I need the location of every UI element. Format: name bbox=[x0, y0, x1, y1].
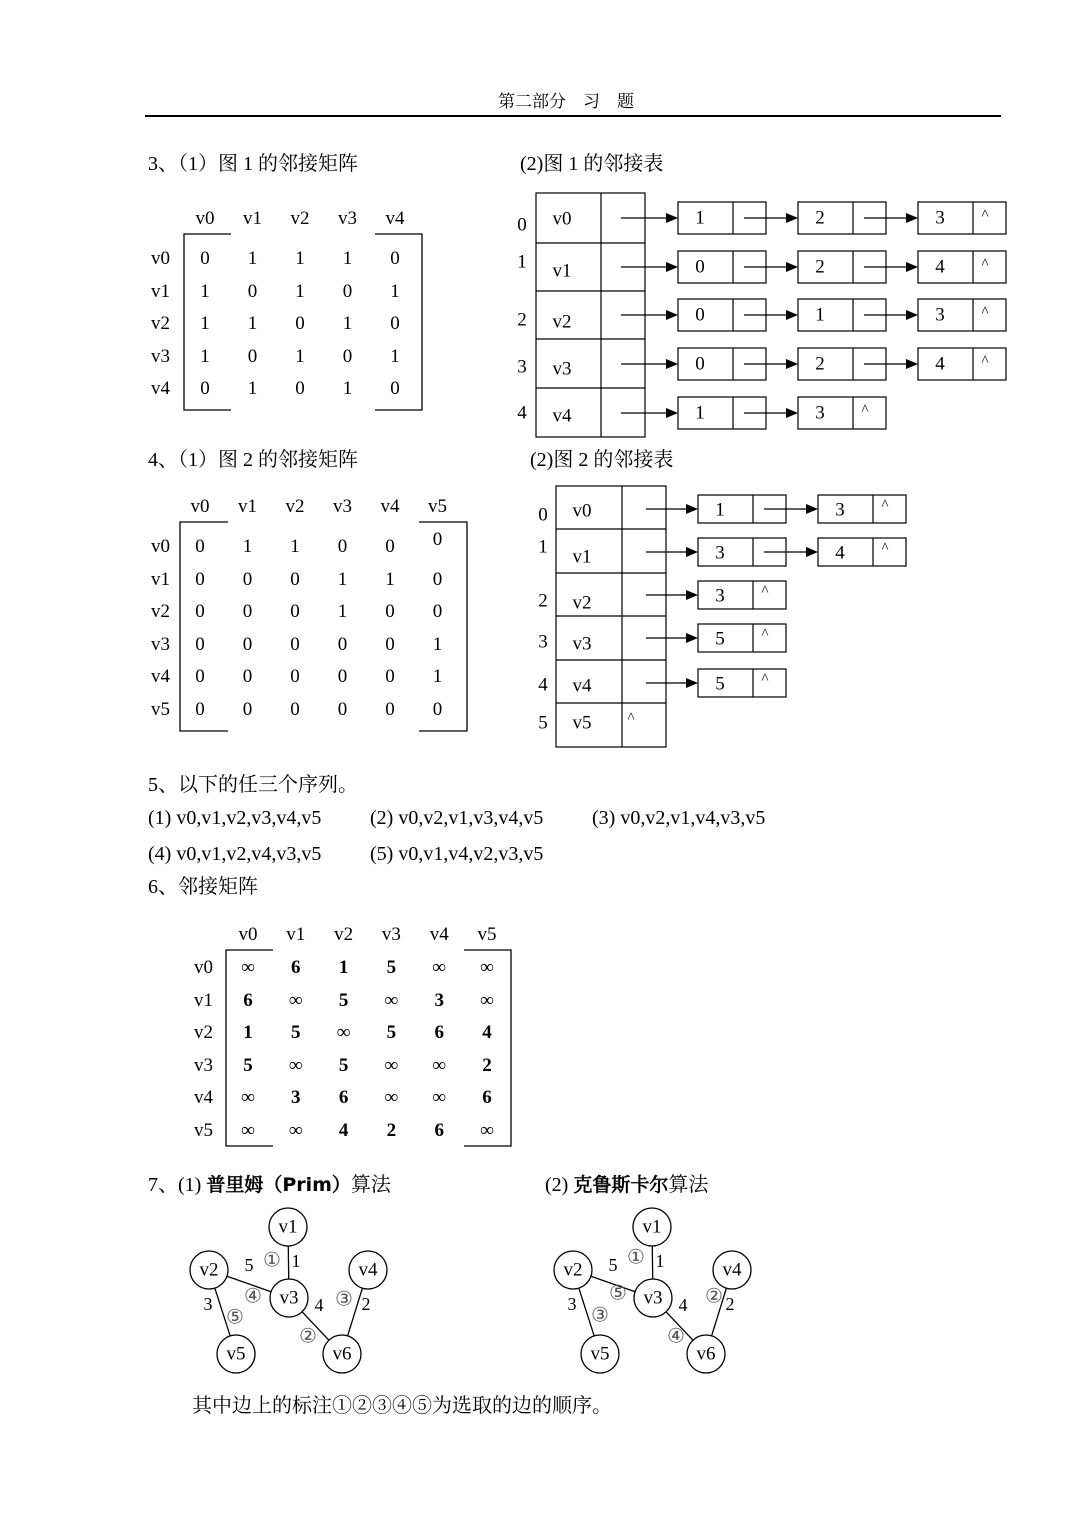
matrix-cell: ∞ bbox=[480, 1119, 494, 1141]
tree-order-mark: ④ bbox=[244, 1283, 262, 1308]
matrix-cell: 1 bbox=[295, 280, 305, 302]
matrix-cell: 1 bbox=[290, 536, 300, 557]
q3-list-node bbox=[918, 202, 1006, 234]
matrix-cell: 0 bbox=[295, 313, 305, 334]
arrowhead-icon bbox=[666, 408, 678, 418]
tree-edge-weight: 1 bbox=[655, 1251, 665, 1272]
arrowhead-icon bbox=[786, 359, 798, 369]
arrowhead-icon bbox=[906, 213, 918, 223]
tree-edge-weight: 2 bbox=[361, 1294, 371, 1315]
q3-list-nil: ^ bbox=[981, 256, 989, 273]
q5-seq-2: (2) v0,v2,v1,v3,v4,v5 bbox=[370, 807, 544, 829]
matrix-row-header: v4 bbox=[151, 378, 170, 399]
q4-list-index: 4 bbox=[538, 674, 548, 696]
matrix-cell: ∞ bbox=[384, 1087, 399, 1108]
matrix-cell: 3 bbox=[434, 989, 444, 1011]
matrix-row-header: v5 bbox=[194, 1119, 213, 1141]
q3-title-matrix: 3、（1）图 1 的邻接矩阵 bbox=[148, 153, 358, 175]
matrix-cell: 5 bbox=[338, 989, 349, 1011]
arrowhead-icon bbox=[786, 408, 798, 418]
q7-prefix: 7、(1) bbox=[148, 1174, 202, 1196]
matrix-cell: 1 bbox=[432, 633, 443, 655]
tree-node-label: v6 bbox=[332, 1343, 352, 1365]
matrix-col-header: v3 bbox=[333, 496, 352, 517]
q3-list-vertex: v4 bbox=[552, 405, 572, 427]
q3-list-node-value: 3 bbox=[815, 402, 825, 424]
matrix-col-header: v4 bbox=[385, 208, 405, 229]
tree-node-label: v3 bbox=[279, 1287, 299, 1309]
arrowhead-icon bbox=[906, 310, 918, 320]
q3-list-nil: ^ bbox=[981, 304, 989, 321]
tree-node-label: v3 bbox=[643, 1287, 663, 1309]
q4-list-index: 0 bbox=[538, 504, 548, 526]
q3-list-index: 3 bbox=[517, 356, 527, 378]
matrix-cell: 1 bbox=[337, 601, 348, 622]
q4-list-node bbox=[818, 538, 906, 566]
matrix-cell: 1 bbox=[342, 313, 353, 334]
arrowhead-icon bbox=[686, 547, 698, 557]
q3-list-node-value: 2 bbox=[815, 207, 825, 229]
tree-edge-weight: 2 bbox=[725, 1294, 735, 1315]
matrix-cell: 4 bbox=[482, 1022, 492, 1043]
matrix-cell: ∞ bbox=[289, 1119, 303, 1141]
matrix-cell: ∞ bbox=[384, 1054, 399, 1076]
matrix-cell: 0 bbox=[385, 698, 395, 720]
matrix-cell: ∞ bbox=[336, 1022, 351, 1043]
matrix-cell: 1 bbox=[390, 345, 400, 367]
q5-seq-1: (1) v0,v1,v2,v3,v4,v5 bbox=[148, 807, 322, 829]
arrowhead-icon bbox=[786, 213, 798, 223]
matrix-cell: 0 bbox=[390, 248, 400, 269]
matrix-cell: ∞ bbox=[432, 1054, 446, 1076]
arrowhead-icon bbox=[806, 504, 818, 514]
matrix-row-header: v2 bbox=[194, 1022, 213, 1043]
arrowhead-icon bbox=[686, 633, 698, 643]
q4-list-vertex: v0 bbox=[572, 500, 592, 522]
matrix-cell: ∞ bbox=[241, 1087, 255, 1108]
matrix-cell: 0 bbox=[337, 666, 348, 687]
q4-title-list: (2)图 2 的邻接表 bbox=[530, 449, 674, 471]
matrix-cell: 6 bbox=[291, 957, 301, 978]
matrix-left-bracket bbox=[180, 522, 228, 731]
matrix-left-bracket bbox=[184, 234, 231, 410]
matrix-col-header: v0 bbox=[238, 924, 258, 945]
matrix-right-bracket bbox=[419, 522, 467, 731]
arrowhead-icon bbox=[906, 359, 918, 369]
matrix-row-header: v5 bbox=[151, 698, 170, 720]
matrix-cell: 0 bbox=[195, 698, 205, 720]
q3-list-node-value: 2 bbox=[815, 256, 825, 278]
matrix-row-header: v4 bbox=[151, 666, 170, 687]
q3-list-node-value: 1 bbox=[695, 402, 705, 424]
prim-label: 普里姆（Prim） bbox=[206, 1174, 351, 1196]
matrix-col-header: v1 bbox=[286, 924, 306, 945]
matrix-row-header: v3 bbox=[151, 633, 170, 655]
matrix-cell: 0 bbox=[337, 633, 348, 655]
matrix-row-header: v1 bbox=[151, 568, 170, 590]
matrix-cell: 0 bbox=[200, 378, 210, 399]
matrix-cell: 0 bbox=[195, 601, 205, 622]
tree-order-mark: ② bbox=[705, 1283, 723, 1308]
matrix-col-header: v2 bbox=[285, 496, 305, 517]
q4-list-index: 2 bbox=[538, 590, 548, 612]
tree-edge-weight: 3 bbox=[567, 1294, 577, 1315]
matrix-right-bracket bbox=[375, 234, 422, 410]
tree-order-mark: ⑤ bbox=[609, 1280, 627, 1305]
matrix-cell: 6 bbox=[482, 1087, 492, 1108]
matrix-cell: 0 bbox=[242, 633, 253, 655]
q4-list-vertex: v1 bbox=[572, 546, 592, 568]
q4-list-node-value: 3 bbox=[715, 585, 725, 607]
matrix-cell: 6 bbox=[338, 1087, 349, 1108]
matrix-cell: 1 bbox=[342, 378, 353, 399]
tree-node-label: v6 bbox=[696, 1343, 716, 1365]
matrix-cell: 6 bbox=[434, 1119, 444, 1141]
q4-list-node-value: 3 bbox=[715, 542, 725, 564]
arrowhead-icon bbox=[806, 547, 818, 557]
matrix-cell: 3 bbox=[291, 1087, 301, 1108]
q4-list-vertex: v4 bbox=[572, 675, 592, 697]
matrix-col-header: v1 bbox=[243, 208, 262, 229]
q3-list-nil: ^ bbox=[981, 207, 989, 224]
matrix-row-header: v3 bbox=[151, 345, 170, 367]
matrix-cell: 0 bbox=[432, 601, 443, 622]
q4-list-vertex: v3 bbox=[572, 633, 592, 655]
q4-list-nil: ^ bbox=[761, 583, 769, 600]
arrowhead-icon bbox=[906, 262, 918, 272]
tree-order-mark: ⑤ bbox=[226, 1304, 244, 1329]
tree-node-label: v1 bbox=[278, 1216, 298, 1238]
matrix-cell: 1 bbox=[390, 280, 400, 302]
tree-order-mark: ② bbox=[299, 1323, 317, 1348]
matrix-cell: 0 bbox=[290, 698, 300, 720]
q5-seq-4: (4) v0,v1,v2,v4,v3,v5 bbox=[148, 843, 322, 865]
matrix-cell: 0 bbox=[295, 378, 305, 399]
matrix-cell: 0 bbox=[247, 280, 258, 302]
tree-edge-weight: 3 bbox=[203, 1294, 213, 1315]
matrix-col-header: v4 bbox=[429, 924, 449, 945]
q4-list-index: 5 bbox=[538, 712, 548, 734]
matrix-cell: 0 bbox=[342, 345, 353, 367]
matrix-cell: 4 bbox=[338, 1119, 349, 1141]
q4-list-node-value: 5 bbox=[715, 673, 725, 695]
q4-list-node bbox=[698, 624, 786, 652]
q3-list-node-value: 3 bbox=[935, 207, 945, 229]
q4-list-index: 3 bbox=[538, 631, 548, 653]
q3-list-node bbox=[918, 251, 1006, 283]
matrix-cell: 0 bbox=[432, 529, 443, 550]
matrix-cell: 1 bbox=[247, 313, 258, 334]
tree-edge-weight: 4 bbox=[678, 1295, 688, 1316]
matrix-cell: ∞ bbox=[480, 989, 494, 1011]
arrowhead-icon bbox=[666, 213, 678, 223]
matrix-cell: 5 bbox=[243, 1054, 253, 1076]
matrix-cell: ∞ bbox=[384, 989, 399, 1011]
tree-order-mark: ① bbox=[263, 1247, 281, 1272]
q3-list-index: 2 bbox=[517, 309, 527, 331]
q5-title: 5、以下的任三个序列。 bbox=[148, 774, 358, 796]
q4-list-node bbox=[698, 581, 786, 609]
matrix-cell: 0 bbox=[390, 313, 400, 334]
q4-list-nil: ^ bbox=[881, 540, 889, 557]
q3-list-node-value: 4 bbox=[935, 353, 945, 375]
matrix-cell: 0 bbox=[242, 698, 253, 720]
q3-list-node-value: 0 bbox=[695, 304, 705, 326]
q3-list-node bbox=[918, 348, 1006, 380]
tree-edge-weight: 5 bbox=[608, 1255, 618, 1276]
q3-list-nil: ^ bbox=[981, 353, 989, 370]
q3-list-nil: ^ bbox=[861, 402, 869, 419]
kruskal-suffix: 算法 bbox=[668, 1174, 709, 1196]
q3-list-node-value: 1 bbox=[815, 304, 825, 326]
tree-node-label: v5 bbox=[590, 1343, 610, 1365]
matrix-row-header: v2 bbox=[151, 601, 170, 622]
matrix-cell: ∞ bbox=[289, 1054, 303, 1076]
q3-list-vertex: v1 bbox=[552, 260, 572, 282]
matrix-cell: 0 bbox=[385, 633, 395, 655]
q4-list-nil: ^ bbox=[627, 710, 635, 727]
tree-order-mark: ③ bbox=[591, 1302, 609, 1327]
matrix-cell: 0 bbox=[390, 378, 400, 399]
matrix-row-header: v0 bbox=[194, 957, 213, 978]
q3-list-node bbox=[798, 397, 886, 429]
matrix-cell: ∞ bbox=[432, 1087, 446, 1108]
page-header-title: 第二部分 习 题 bbox=[498, 92, 634, 112]
q3-list-index: 1 bbox=[517, 251, 527, 273]
tree-edge-weight: 4 bbox=[314, 1295, 324, 1316]
q3-title-list: (2)图 1 的邻接表 bbox=[520, 153, 664, 175]
q3-list-vertex: v3 bbox=[552, 358, 572, 380]
matrix-col-header: v5 bbox=[477, 924, 497, 945]
matrix-left-bracket bbox=[226, 950, 273, 1146]
matrix-cell: 0 bbox=[195, 568, 205, 590]
matrix-cell: ∞ bbox=[289, 989, 303, 1011]
arrowhead-icon bbox=[686, 504, 698, 514]
q4-list-node bbox=[818, 495, 906, 523]
tree-edge-weight: 5 bbox=[244, 1255, 254, 1276]
tree-order-mark: ③ bbox=[335, 1286, 353, 1311]
tree-node-label: v2 bbox=[199, 1259, 219, 1281]
q3-list-node-value: 4 bbox=[935, 256, 945, 278]
q3-list-node-value: 0 bbox=[695, 353, 705, 375]
matrix-cell: 1 bbox=[247, 378, 258, 399]
matrix-cell: 0 bbox=[290, 633, 300, 655]
matrix-col-header: v4 bbox=[380, 496, 400, 517]
matrix-cell: 0 bbox=[247, 345, 258, 367]
matrix-cell: ∞ bbox=[241, 1119, 255, 1141]
arrowhead-icon bbox=[666, 310, 678, 320]
matrix-cell: 0 bbox=[242, 601, 253, 622]
tree-edge-weight: 1 bbox=[291, 1251, 301, 1272]
matrix-col-header: v0 bbox=[190, 496, 210, 517]
matrix-cell: 1 bbox=[200, 280, 210, 302]
matrix-row-header: v4 bbox=[194, 1087, 213, 1108]
matrix-cell: 0 bbox=[432, 698, 443, 720]
q3-list-index: 0 bbox=[517, 214, 527, 236]
matrix-col-header: v1 bbox=[238, 496, 257, 517]
arrowhead-icon bbox=[666, 262, 678, 272]
arrowhead-icon bbox=[786, 262, 798, 272]
tree-node-label: v1 bbox=[642, 1216, 662, 1238]
matrix-cell: 0 bbox=[195, 666, 205, 687]
matrix-cell: 2 bbox=[386, 1119, 397, 1141]
matrix-cell: 1 bbox=[200, 345, 210, 367]
tree-node-label: v2 bbox=[563, 1259, 583, 1281]
matrix-cell: 1 bbox=[295, 248, 305, 269]
matrix-cell: 0 bbox=[342, 280, 353, 302]
tree-order-mark: ④ bbox=[667, 1323, 685, 1348]
matrix-cell: 0 bbox=[290, 666, 300, 687]
matrix-cell: 0 bbox=[385, 601, 395, 622]
tree-node-label: v4 bbox=[358, 1259, 378, 1281]
q4-list-nil: ^ bbox=[761, 626, 769, 643]
matrix-cell: 5 bbox=[386, 1022, 397, 1043]
matrix-cell: 1 bbox=[337, 568, 348, 590]
q4-list-node-value: 3 bbox=[835, 499, 845, 521]
matrix-row-header: v0 bbox=[151, 248, 170, 269]
tree-order-mark: ① bbox=[627, 1244, 645, 1269]
matrix-row-header: v2 bbox=[151, 313, 170, 334]
q4-list-vertex: v5 bbox=[572, 712, 592, 734]
matrix-col-header: v3 bbox=[381, 924, 401, 945]
matrix-cell: 0 bbox=[200, 248, 210, 269]
q3-list-node-value: 3 bbox=[935, 304, 945, 326]
q3-list-index: 4 bbox=[517, 402, 527, 424]
matrix-cell: 1 bbox=[338, 957, 349, 978]
matrix-cell: 5 bbox=[291, 1022, 301, 1043]
q3-list-node-value: 0 bbox=[695, 256, 705, 278]
q4-title-matrix: 4、（1）图 2 的邻接矩阵 bbox=[148, 449, 358, 471]
q4-list-node-value: 4 bbox=[835, 542, 845, 564]
matrix-cell: 6 bbox=[243, 989, 253, 1011]
q4-list-node-value: 5 bbox=[715, 628, 725, 650]
matrix-cell: 0 bbox=[385, 536, 395, 557]
arrowhead-icon bbox=[686, 678, 698, 688]
matrix-row-header: v0 bbox=[151, 536, 170, 557]
matrix-row-header: v1 bbox=[194, 989, 213, 1011]
arrowhead-icon bbox=[786, 310, 798, 320]
q3-list-vertex: v0 bbox=[552, 208, 572, 230]
matrix-col-header: v3 bbox=[338, 208, 357, 229]
q5-seq-3: (3) v0,v2,v1,v4,v3,v5 bbox=[592, 807, 766, 829]
matrix-cell: 0 bbox=[337, 536, 348, 557]
matrix-cell: 0 bbox=[385, 666, 395, 687]
q4-list-vertex: v2 bbox=[572, 592, 592, 614]
matrix-cell: 1 bbox=[432, 666, 443, 687]
arrowhead-icon bbox=[666, 359, 678, 369]
q3-list-vertex: v2 bbox=[552, 311, 572, 333]
matrix-cell: 0 bbox=[290, 601, 300, 622]
matrix-cell: 5 bbox=[338, 1054, 349, 1076]
arrowhead-icon bbox=[686, 590, 698, 600]
matrix-cell: ∞ bbox=[241, 957, 255, 978]
matrix-cell: 2 bbox=[482, 1054, 492, 1076]
q4-list-nil: ^ bbox=[881, 497, 889, 514]
matrix-cell: 0 bbox=[290, 568, 300, 590]
q6-title: 6、邻接矩阵 bbox=[148, 876, 258, 898]
matrix-right-bracket bbox=[464, 950, 511, 1146]
q4-list-nil: ^ bbox=[761, 671, 769, 688]
q4-list-node bbox=[698, 669, 786, 697]
matrix-cell: 6 bbox=[434, 1022, 444, 1043]
matrix-row-header: v1 bbox=[151, 280, 170, 302]
q4-list-node-value: 1 bbox=[715, 499, 725, 521]
q7-note: 其中边上的标注①②③④⑤为选取的边的顺序。 bbox=[192, 1395, 612, 1417]
matrix-cell: 0 bbox=[432, 568, 443, 590]
matrix-cell: ∞ bbox=[432, 957, 446, 978]
q5-seq-5: (5) v0,v1,v4,v2,v3,v5 bbox=[370, 843, 544, 865]
matrix-cell: 1 bbox=[242, 536, 253, 557]
matrix-col-header: v2 bbox=[334, 924, 354, 945]
q3-list-node bbox=[918, 299, 1006, 331]
matrix-cell: ∞ bbox=[480, 957, 494, 978]
matrix-cell: 5 bbox=[386, 957, 397, 978]
tree-node-label: v5 bbox=[226, 1343, 246, 1365]
matrix-cell: 0 bbox=[195, 536, 205, 557]
q3-list-node-value: 2 bbox=[815, 353, 825, 375]
matrix-col-header: v5 bbox=[428, 496, 447, 517]
matrix-cell: 0 bbox=[337, 698, 348, 720]
q7-right-prefix: (2) bbox=[545, 1174, 569, 1196]
matrix-cell: 0 bbox=[242, 568, 253, 590]
matrix-cell: 1 bbox=[243, 1022, 253, 1043]
matrix-col-header: v0 bbox=[195, 208, 215, 229]
matrix-cell: 1 bbox=[385, 568, 395, 590]
prim-suffix: 算法 bbox=[350, 1174, 391, 1196]
matrix-cell: 1 bbox=[247, 248, 258, 269]
kruskal-label: 克鲁斯卡尔 bbox=[573, 1174, 669, 1196]
matrix-cell: 1 bbox=[342, 248, 353, 269]
matrix-cell: 1 bbox=[295, 345, 305, 367]
tree-node-label: v4 bbox=[722, 1259, 742, 1281]
matrix-row-header: v3 bbox=[194, 1054, 213, 1076]
q3-list-node-value: 1 bbox=[695, 207, 705, 229]
matrix-cell: 0 bbox=[195, 633, 205, 655]
matrix-cell: 1 bbox=[200, 313, 210, 334]
q4-list-index: 1 bbox=[538, 536, 548, 558]
matrix-col-header: v2 bbox=[290, 208, 310, 229]
matrix-cell: 0 bbox=[242, 666, 253, 687]
